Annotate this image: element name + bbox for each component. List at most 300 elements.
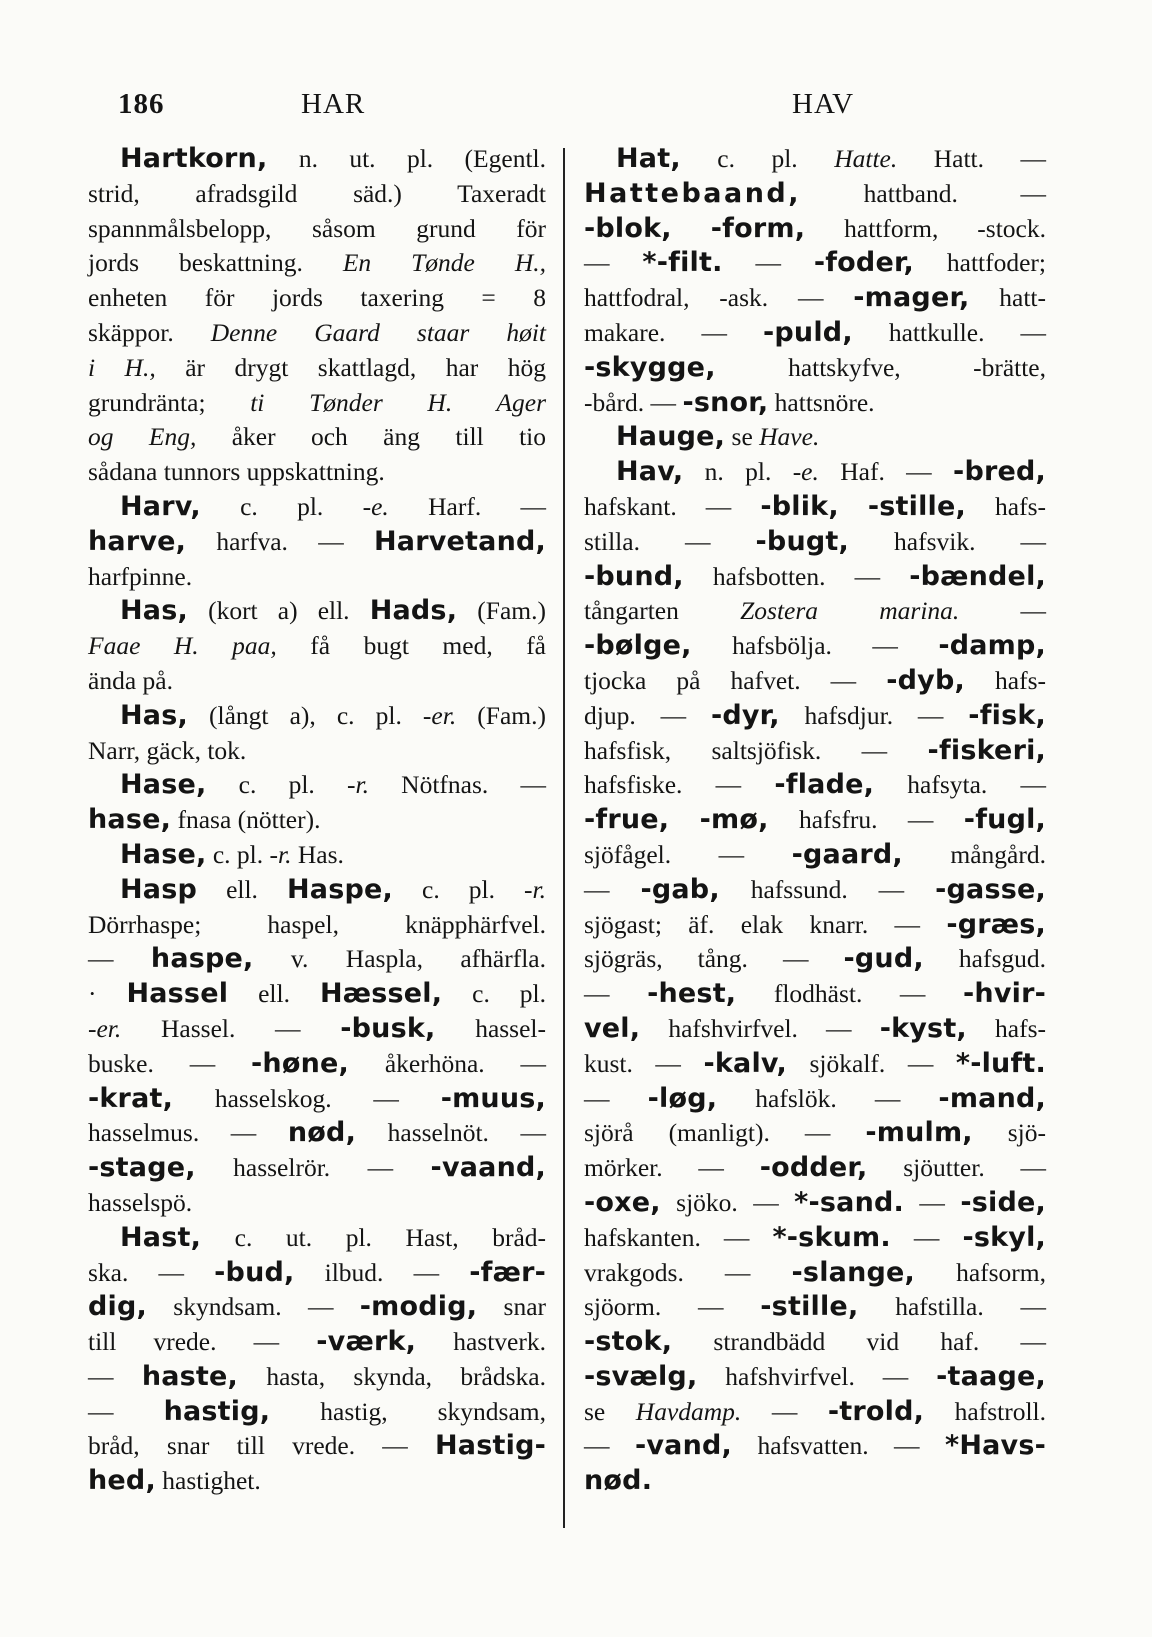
dictionary-line <box>88 281 546 316</box>
entry-text <box>839 492 868 521</box>
entry-text: hasta, skynda, brådska. <box>238 1361 546 1391</box>
column-divider <box>563 148 565 1528</box>
dictionary-line <box>584 1012 1046 1047</box>
entry-text: hafsfisk, saltsjöfisk. — <box>584 735 928 765</box>
entry-text: ell. <box>197 874 287 904</box>
dictionary-line <box>584 838 1046 873</box>
italic-text: ti Tønder H. Ager <box>250 387 546 417</box>
italic-text: Hatte. <box>834 144 898 173</box>
dictionary-line <box>88 1429 546 1464</box>
entry-text: hafsyta. — <box>874 770 1046 800</box>
entry-text: — <box>584 1431 635 1461</box>
entry-text: hatt- <box>969 283 1046 313</box>
entry-text: hafsdjur. — <box>779 700 969 730</box>
dictionary-line <box>584 1082 1046 1117</box>
dictionary-line <box>88 351 546 386</box>
entry-text: hattsnöre. <box>768 387 875 417</box>
entry-text: hafsfiske. — <box>584 770 775 800</box>
headword: -stille, <box>867 490 966 522</box>
entry-text: c. ut. pl. Hast, bråd- <box>201 1222 546 1252</box>
headword: -oxe, <box>584 1186 661 1218</box>
headword: -fær- <box>469 1256 546 1288</box>
headword: -stille, <box>760 1291 859 1323</box>
entry-text: — <box>722 248 814 278</box>
entry-text: tångarten <box>584 596 741 626</box>
dictionary-line <box>584 351 1046 386</box>
entry-text: djup. — <box>584 700 711 730</box>
entry-text: är drygt skattlagd, har hög <box>155 352 547 382</box>
right-column <box>584 142 1046 1499</box>
dictionary-line <box>584 1290 1046 1325</box>
dictionary-line <box>88 594 546 629</box>
entry-text: c. pl. <box>200 491 363 521</box>
italic-text: -er. <box>422 700 457 730</box>
headword: -bændel, <box>909 560 1046 592</box>
entry-text: hattform, -stock. <box>805 213 1047 243</box>
dictionary-line <box>88 420 546 455</box>
headword: Hartkorn, <box>120 143 268 174</box>
headword: Haspe, <box>286 873 393 905</box>
entry-text: hafs- <box>966 1013 1046 1043</box>
dictionary-line <box>88 177 546 212</box>
dictionary-line <box>584 908 1046 943</box>
entry-text: harfpinne. <box>88 561 193 591</box>
headword: -odder, <box>759 1152 868 1184</box>
dictionary-line <box>584 1325 1046 1360</box>
dictionary-line <box>88 1325 546 1360</box>
entry-text: hafsbotten. — <box>683 561 910 591</box>
entry-text: — <box>890 1222 963 1252</box>
dictionary-line <box>584 142 1046 177</box>
dictionary-line <box>584 1186 1046 1221</box>
entry-text: harfva. — <box>186 526 375 556</box>
entry-text <box>669 805 699 834</box>
entry-text: — <box>88 1396 164 1426</box>
dictionary-line <box>584 420 1046 455</box>
dictionary-line <box>88 977 546 1012</box>
dictionary-line <box>88 1082 546 1117</box>
italic-text: Denne Gaard staar høit <box>210 317 546 347</box>
dictionary-line <box>88 1186 546 1221</box>
entry-text: fnasa (nötter). <box>171 805 321 835</box>
entry-text: vrakgods. — <box>584 1257 792 1287</box>
headword: Hase, <box>120 769 207 801</box>
headword: -mager, <box>853 282 970 314</box>
dictionary-line <box>584 734 1046 769</box>
entry-text: Dörrhaspe; haspel, knäpphärfvel. <box>88 909 546 939</box>
headword: dig, <box>88 1291 147 1323</box>
italic-text: -r. <box>269 839 292 869</box>
entry-text: — <box>904 1187 961 1217</box>
headword: *-filt. <box>642 247 723 279</box>
entry-text: snar <box>477 1292 547 1322</box>
italic-text: Have. <box>759 422 820 452</box>
headword: -fugl, <box>963 804 1047 836</box>
headword: -gab, <box>640 873 720 905</box>
italic-text: Faae H. paa, <box>88 631 277 661</box>
entry-text: — <box>88 944 151 974</box>
dictionary-line <box>584 1116 1046 1151</box>
headword: -stok, <box>584 1326 673 1358</box>
italic-text: En Tønde H., <box>342 248 546 278</box>
entry-text: c. pl. <box>442 979 546 1009</box>
headword: -græs, <box>946 908 1046 940</box>
headword: Hastig- <box>435 1430 546 1462</box>
entry-text: hafsorm, <box>915 1257 1047 1287</box>
entry-text: Narr, gäck, tok. <box>88 735 247 765</box>
dictionary-line <box>88 142 546 177</box>
entry-text: hafskant. — <box>584 491 761 521</box>
headword: -vaand, <box>430 1152 546 1184</box>
headword: harve, <box>88 525 187 557</box>
entry-text: n. pl. <box>683 457 793 487</box>
headword: Hassel <box>126 978 229 1010</box>
entry-text: hattskyfve, -brätte, <box>715 352 1046 382</box>
dictionary-line <box>88 525 546 560</box>
entry-text: hafslök. — <box>717 1083 939 1113</box>
headword: Harvetand, <box>374 525 546 557</box>
headword: -bugt, <box>755 525 849 557</box>
headword: -bund, <box>584 560 684 592</box>
dictionary-line <box>88 1464 546 1499</box>
dictionary-line <box>584 455 1046 490</box>
entry-text: Has. <box>291 839 344 869</box>
headword: hastig, <box>163 1395 271 1427</box>
dictionary-line <box>88 1360 546 1395</box>
headword: -muus, <box>440 1082 546 1114</box>
dictionary-line <box>88 386 546 421</box>
headword: Has, <box>120 699 188 731</box>
entry-text: se <box>584 1396 636 1426</box>
dictionary-line <box>88 629 546 664</box>
dictionary-line <box>584 629 1046 664</box>
headword: -svælg, <box>584 1360 698 1392</box>
italic-text: -e. <box>792 457 819 487</box>
entry-text: hafssund. — <box>719 874 936 904</box>
entry-text: Hatt. — <box>897 144 1046 173</box>
headword: nød. <box>584 1465 653 1497</box>
entry-text: jords beskattning. <box>88 248 343 278</box>
entry-text: hattband. — <box>801 178 1046 208</box>
left-column <box>88 142 546 1499</box>
entry-text: c. pl. <box>206 839 270 869</box>
entry-text: Haf. — <box>818 457 954 487</box>
italic-text: i H., <box>88 352 156 382</box>
left-guide-word: HAR <box>301 88 366 120</box>
dictionary-line <box>88 490 546 525</box>
entry-text: — <box>584 248 643 278</box>
entry-text: hafsvatten. — <box>732 1431 945 1461</box>
entry-text: ända på. <box>88 665 173 695</box>
headword: -skygge, <box>584 351 716 383</box>
entry-text: hastverk. <box>416 1327 546 1357</box>
dictionary-line <box>584 699 1046 734</box>
headword: vel, <box>584 1012 641 1044</box>
entry-text: v. Haspla, afhärfla. <box>253 944 547 974</box>
headword: -høne, <box>251 1047 349 1079</box>
entry-text: -bård. — <box>584 387 683 417</box>
entry-text: (långt a), c. pl. <box>187 700 423 730</box>
dictionary-line <box>584 873 1046 908</box>
dictionary-line <box>88 1012 546 1047</box>
headword: -kalv, <box>703 1047 787 1079</box>
headword: Harv, <box>120 490 201 522</box>
entry-text: hasselskog. — <box>173 1083 441 1113</box>
dictionary-line <box>584 1256 1046 1291</box>
headword: -frue, <box>584 804 670 836</box>
headword: -snor, <box>682 386 769 418</box>
entry-text: (kort a) ell. <box>187 596 370 626</box>
entry-text: sådana tunnors uppskattning. <box>88 457 385 487</box>
headword: -mulm, <box>865 1117 973 1149</box>
entry-text: buske. — <box>88 1048 252 1078</box>
headword: -stage, <box>88 1152 196 1184</box>
headword: Hauge, <box>616 421 726 453</box>
dictionary-line <box>88 1221 546 1256</box>
dictionary-line <box>584 281 1046 316</box>
entry-text: hafshvirfvel. — <box>697 1361 937 1391</box>
headword: -modig, <box>359 1291 478 1323</box>
entry-text: hastig, skyndsam, <box>270 1396 546 1426</box>
entry-text: Hassel. — <box>121 1013 341 1043</box>
entry-text: hattfoder; <box>913 248 1046 278</box>
dictionary-line <box>88 1395 546 1430</box>
headword: haspe, <box>150 943 254 975</box>
entry-text: spannmålsbelopp, såsom grund för <box>88 213 546 243</box>
entry-text: — <box>741 1396 828 1426</box>
entry-text: c. pl. <box>680 144 835 173</box>
headword: -damp, <box>938 630 1046 662</box>
entry-text: hafsbölja. — <box>691 631 939 661</box>
headword: haste, <box>141 1360 239 1392</box>
entry-text: sjökalf. — <box>786 1048 956 1078</box>
headword: -gasse, <box>935 873 1046 905</box>
entry-text: hafs- <box>964 665 1046 695</box>
entry-text: hafs- <box>965 491 1046 521</box>
headword: *Havs- <box>945 1430 1047 1462</box>
dictionary-line <box>584 1151 1046 1186</box>
headword: -gud, <box>843 943 924 975</box>
headword: -løg, <box>647 1082 718 1114</box>
entry-text: mörker. — <box>584 1153 760 1183</box>
entry-text: sjögräs, tång. — <box>584 944 844 974</box>
dictionary-line <box>584 1395 1046 1430</box>
dictionary-line <box>584 490 1046 525</box>
entry-text: (Fam.) <box>456 700 546 730</box>
headword: -blik, <box>760 490 839 522</box>
entry-text: c. pl. <box>392 874 525 904</box>
dictionary-line <box>88 803 546 838</box>
headword: -bølge, <box>584 630 692 662</box>
italic-text: -e. <box>362 491 389 521</box>
entry-text: hafsgud. <box>923 944 1046 974</box>
headword: -busk, <box>340 1012 436 1044</box>
entry-text: skyndsam. — <box>146 1292 360 1322</box>
entry-text: sjörå (manligt). — <box>584 1118 866 1148</box>
dictionary-line <box>584 942 1046 977</box>
headword: Hase, <box>120 838 207 870</box>
entry-text: hafsfru. — <box>768 805 964 835</box>
entry-text: n. ut. pl. (Egentl. <box>267 144 546 173</box>
dictionary-line <box>584 212 1046 247</box>
headword: -krat, <box>88 1082 174 1114</box>
headword: Has, <box>120 595 188 627</box>
entry-text: sjöorm. — <box>584 1292 761 1322</box>
headword: -bred, <box>953 456 1046 488</box>
entry-text: sjöutter. — <box>867 1153 1046 1183</box>
headword: -slange, <box>791 1256 915 1288</box>
entry-text: hafshvirfvel. — <box>640 1013 880 1043</box>
entry-text: makare. — <box>584 317 763 347</box>
entry-text: hassel- <box>435 1013 547 1043</box>
entry-text: Harf. — <box>388 491 546 521</box>
entry-text: ell. <box>228 979 320 1009</box>
entry-text: sjöko. — <box>660 1187 795 1217</box>
dictionary-line <box>88 1116 546 1151</box>
headword: -kyst, <box>879 1012 967 1044</box>
entry-text: hafstilla. — <box>858 1292 1046 1322</box>
dictionary-line <box>584 1360 1046 1395</box>
dictionary-line <box>88 908 546 943</box>
italic-text: Zostera marina. <box>740 596 960 626</box>
dictionary-line <box>584 1221 1046 1256</box>
entry-text: skäppor. <box>88 317 211 347</box>
headword: -dyr, <box>710 699 780 731</box>
entry-text: strid, afradsgild säd.) Taxeradt <box>88 178 546 208</box>
headword: -side, <box>960 1186 1046 1218</box>
italic-text: -r. <box>347 770 369 800</box>
dictionary-line <box>584 316 1046 351</box>
dictionary-line <box>88 212 546 247</box>
entry-text: bråd, snar till vrede. — <box>88 1431 436 1461</box>
entry-text: ilbud. — <box>294 1257 470 1287</box>
entry-text: grundränta; <box>88 387 251 417</box>
entry-text: tjocka på hafvet. — <box>584 665 887 695</box>
headword: hed, <box>88 1465 156 1497</box>
dictionary-line <box>584 560 1046 595</box>
entry-text: hafskanten. — <box>584 1222 773 1252</box>
entry-text: hasselnöt. — <box>356 1118 547 1148</box>
entry-text: — <box>584 979 648 1009</box>
dictionary-line <box>584 977 1046 1012</box>
headword: -vand, <box>634 1430 732 1462</box>
headword: -blok, <box>584 212 672 244</box>
headword: Hat, <box>616 143 681 174</box>
dictionary-line <box>88 942 546 977</box>
entry-text: mångård. <box>902 839 1046 869</box>
headword: -fiskeri, <box>927 734 1046 766</box>
headword: -taage, <box>936 1360 1046 1392</box>
headword: Hæssel, <box>319 978 443 1010</box>
headword: Hattebaand, <box>584 177 802 209</box>
entry-text: kust. — <box>584 1048 704 1078</box>
dictionary-line <box>584 525 1046 560</box>
page-header <box>118 88 1038 128</box>
entry-text: till vrede. — <box>88 1327 317 1357</box>
entry-text: (Fam.) <box>457 596 546 626</box>
entry-text: ska. — <box>88 1257 215 1287</box>
headword: -flade, <box>774 769 875 801</box>
headword: -gaard, <box>791 838 903 870</box>
right-guide-word: HAV <box>792 88 855 120</box>
entry-text: hasselmus. — <box>88 1118 288 1148</box>
dictionary-line <box>584 1464 1046 1499</box>
entry-text: se <box>725 422 760 452</box>
headword: -skyl, <box>962 1221 1046 1253</box>
entry-text: Nötfnas. — <box>368 770 546 800</box>
headword: -værk, <box>316 1326 417 1358</box>
dictionary-line <box>584 386 1046 421</box>
dictionary-line <box>88 699 546 734</box>
entry-text: åker och äng till tio <box>196 422 547 452</box>
dictionary-line <box>584 1047 1046 1082</box>
dictionary-line <box>88 1151 546 1186</box>
entry-text: hattfodral, -ask. — <box>584 283 854 313</box>
headword: -hest, <box>647 978 737 1010</box>
headword: -mø, <box>699 804 769 836</box>
headword: Hads, <box>369 595 458 627</box>
italic-text: -er. <box>88 1013 122 1043</box>
entry-text: hafsvik. — <box>848 526 1046 556</box>
entry-text: sjö- <box>972 1118 1046 1148</box>
headword: *-skum. <box>772 1221 891 1253</box>
entry-text: flodhäst. — <box>736 979 963 1009</box>
entry-text: stilla. — <box>584 526 756 556</box>
entry-text: · <box>88 979 127 1009</box>
headword: *-sand. <box>794 1186 904 1218</box>
headword: hase, <box>88 804 172 836</box>
dictionary-line <box>88 316 546 351</box>
entry-text: åkerhöna. — <box>349 1048 546 1078</box>
dictionary-line <box>88 768 546 803</box>
dictionary-line <box>88 560 546 595</box>
entry-text: — <box>959 596 1047 626</box>
entry-text <box>672 214 711 243</box>
entry-text: enheten för jords taxering = 8 <box>88 283 546 313</box>
italic-text: og Eng, <box>88 422 197 452</box>
entry-text: c. pl. <box>206 770 347 800</box>
headword: -bud, <box>214 1256 295 1288</box>
entry-text: hastighet. <box>155 1466 261 1496</box>
headword: -foder, <box>813 247 914 279</box>
headword: Hav, <box>616 456 684 488</box>
headword: *-luft. <box>955 1047 1046 1079</box>
entry-text: hasselspö. <box>88 1187 193 1217</box>
dictionary-line <box>584 177 1046 212</box>
dictionary-line <box>88 734 546 769</box>
dictionary-line <box>584 803 1046 838</box>
headword: -puld, <box>763 316 853 348</box>
dictionary-line <box>88 1047 546 1082</box>
dictionary-line <box>88 838 546 873</box>
entry-text: — <box>88 1361 142 1391</box>
entry-text: sjöfågel. — <box>584 839 792 869</box>
entry-text: hattkulle. — <box>852 317 1046 347</box>
entry-text: hasselrör. — <box>195 1153 431 1183</box>
entry-text: — <box>584 874 641 904</box>
headword: -mand, <box>938 1082 1046 1114</box>
dictionary-line <box>88 873 546 908</box>
entry-text: hafstroll. <box>924 1396 1046 1426</box>
dictionary-line <box>584 246 1046 281</box>
headword: -hvir- <box>963 978 1047 1010</box>
page-number: 186 <box>118 88 165 120</box>
entry-text: strandbädd vid haf. — <box>672 1327 1046 1357</box>
dictionary-line <box>584 1429 1046 1464</box>
dictionary-line <box>88 246 546 281</box>
dictionary-line <box>584 594 1046 629</box>
entry-text: sjögast; äf. elak knarr. — <box>584 909 947 939</box>
